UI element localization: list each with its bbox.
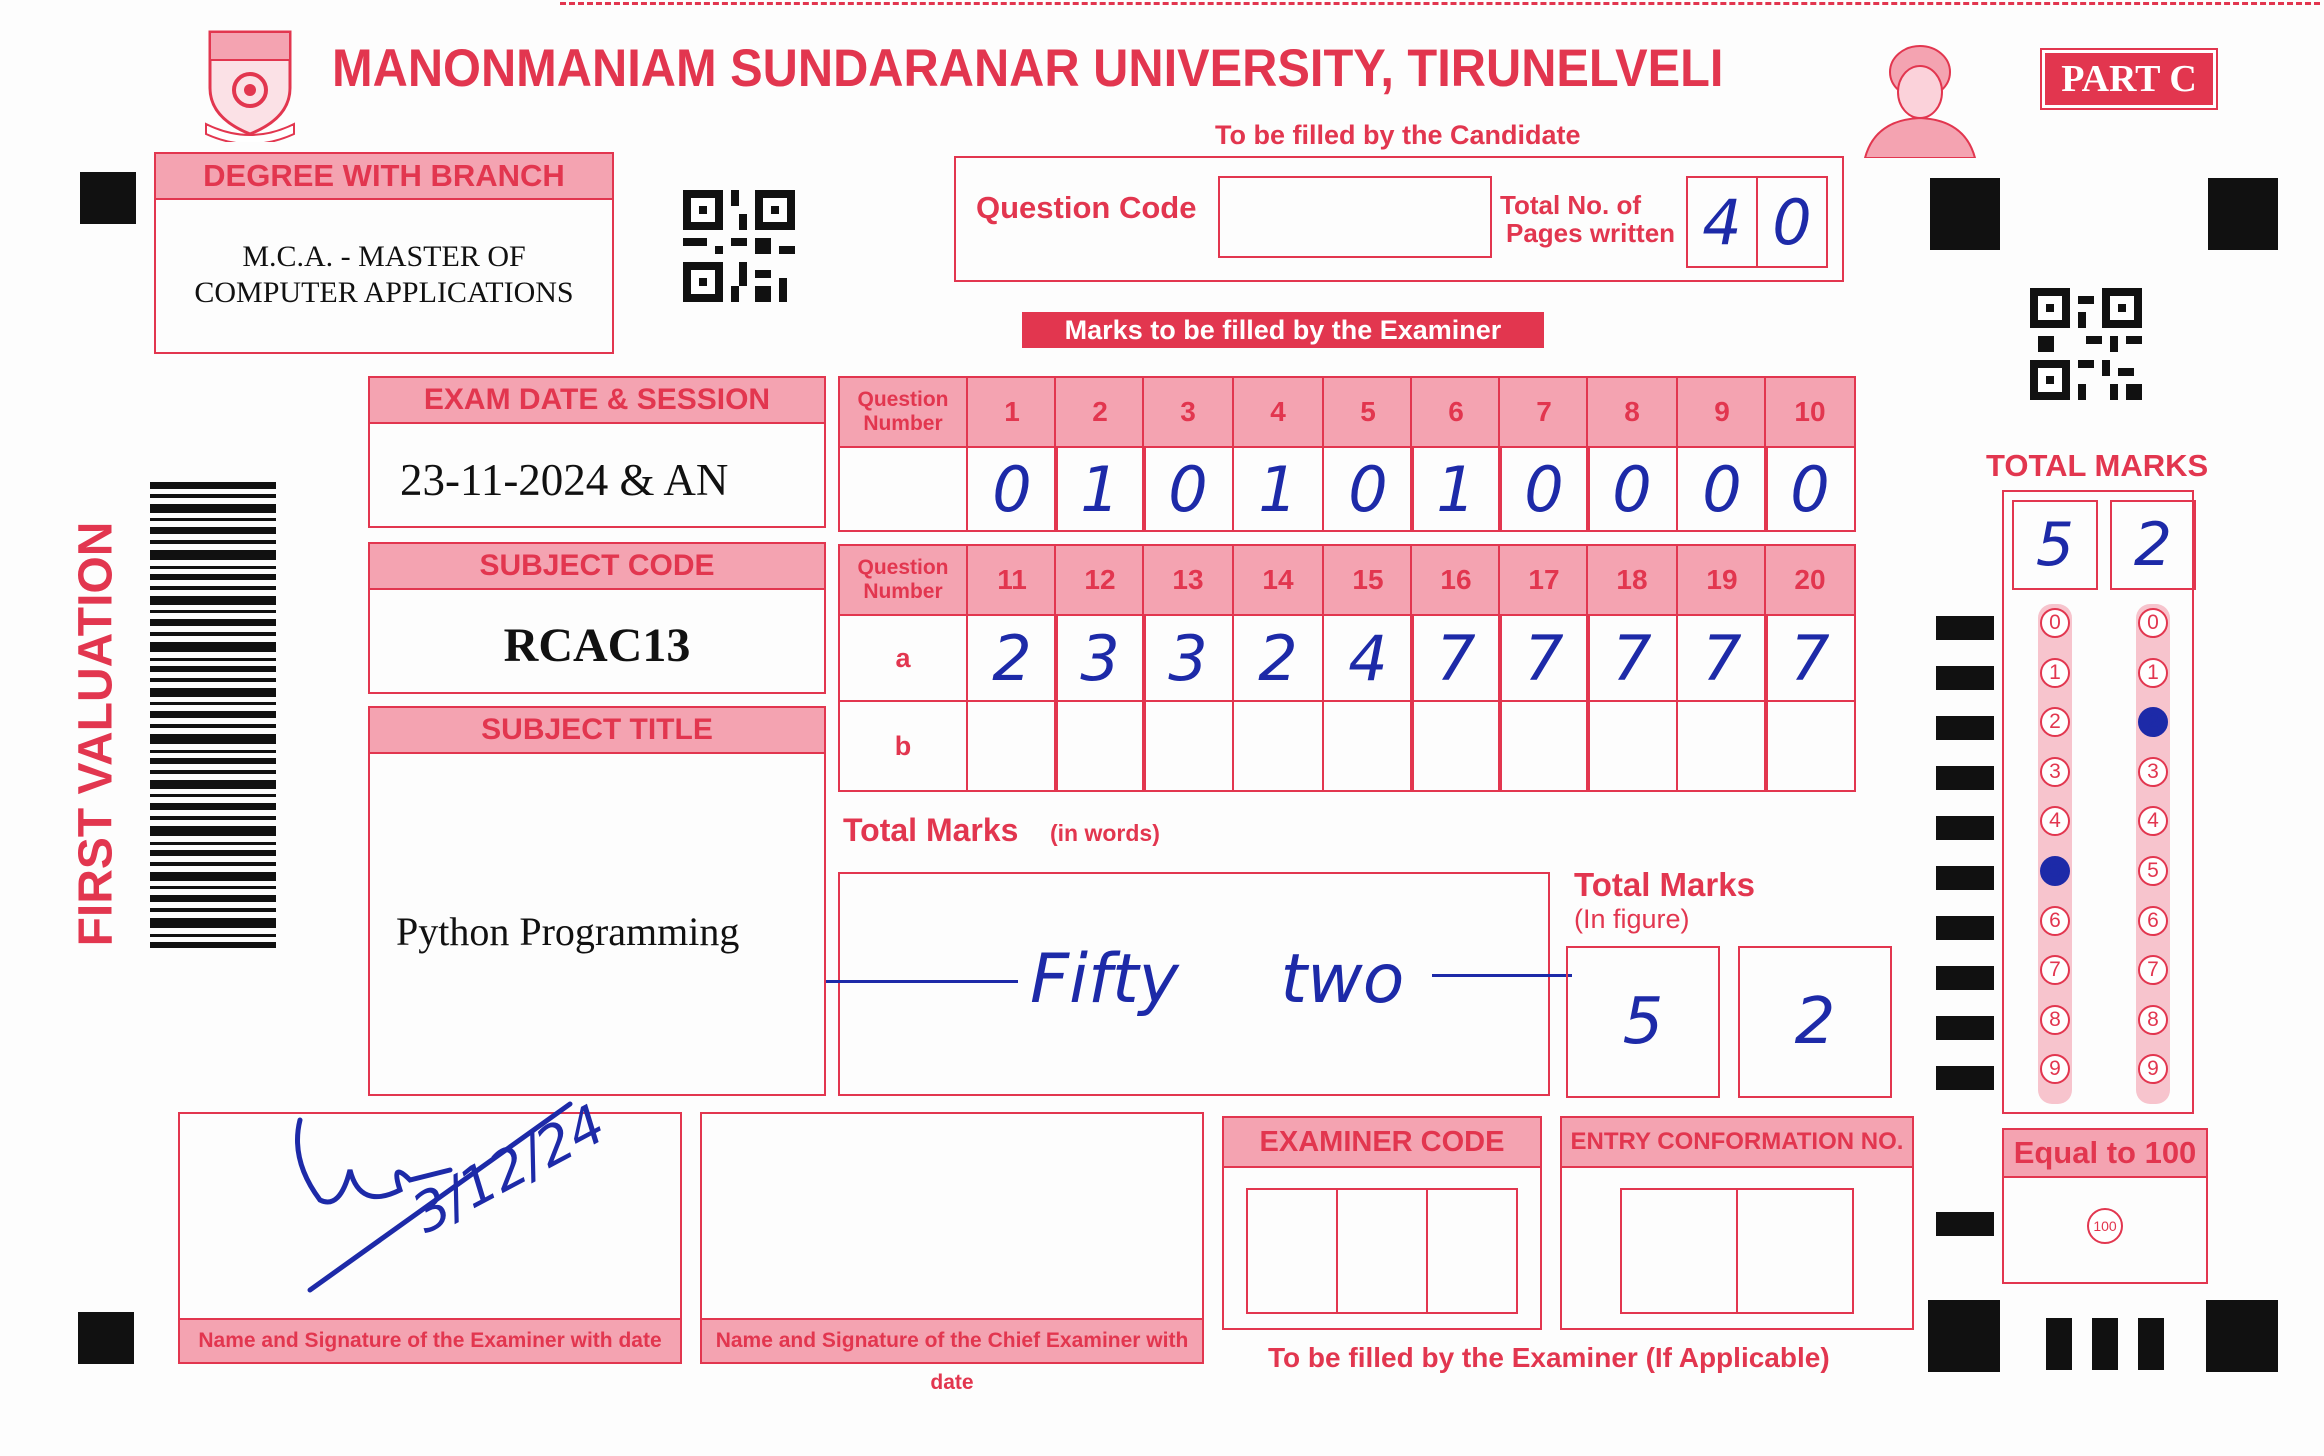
question-number-label-2: Question Number: [838, 544, 968, 616]
question-number-label: Question Number: [838, 376, 968, 448]
row-a-label: a: [838, 614, 968, 702]
omr-bubble[interactable]: 2: [2040, 707, 2070, 737]
mark-cell[interactable]: 3: [1054, 614, 1146, 702]
words-strike-line: [826, 980, 1018, 983]
timing-mark: [1936, 1212, 1994, 1236]
total-marks-omr-label: TOTAL MARKS: [1986, 448, 2209, 483]
mark-cell[interactable]: 1: [1232, 446, 1324, 532]
mark-cell[interactable]: 0: [1498, 446, 1590, 532]
question-number-cell: 18: [1586, 544, 1678, 616]
mark-cell[interactable]: [1410, 700, 1502, 792]
total-figure-sub: (In figure): [1574, 904, 1690, 934]
mark-cell[interactable]: 7: [1410, 614, 1502, 702]
question-number-cell: 20: [1764, 544, 1856, 616]
subject-code-label: SUBJECT CODE: [368, 542, 826, 590]
mark-cell[interactable]: 0: [966, 446, 1058, 532]
timing-mark: [1936, 666, 1994, 690]
mark-cell[interactable]: 7: [1676, 614, 1768, 702]
timing-mark: [1936, 966, 1994, 990]
total-words-sub: (in words): [1050, 820, 1160, 846]
question-number-cell: 4: [1232, 376, 1324, 448]
question-number-cell: 14: [1232, 544, 1324, 616]
subject-title-box: [368, 706, 826, 1096]
mark-cell[interactable]: 0: [1764, 446, 1856, 532]
omr-bubble[interactable]: 7: [2138, 955, 2168, 985]
registration-mark: [78, 1312, 134, 1364]
total-figure-digit-1[interactable]: 5: [1566, 946, 1720, 1098]
timing-mark: [1936, 1016, 1994, 1040]
omr-bubble[interactable]: 6: [2040, 906, 2070, 936]
equal-to-100-bubble[interactable]: 100: [2087, 1208, 2123, 1244]
omr-bubble[interactable]: 8: [2040, 1005, 2070, 1035]
pages-written-label2: Pages written: [1506, 218, 1676, 248]
exam-date-value: 23-11-2024 & AN: [400, 455, 729, 505]
question-number-cell: 16: [1410, 544, 1502, 616]
row1-blank-cell: [838, 446, 968, 532]
total-words-label: Total Marks: [843, 812, 1019, 848]
words-strike-line: [1432, 974, 1572, 977]
mark-cell[interactable]: [1054, 700, 1146, 792]
question-number-cell: 17: [1498, 544, 1590, 616]
omr-bubble[interactable]: 9: [2138, 1054, 2168, 1084]
total-figure-label: Total Marks: [1574, 866, 1755, 903]
registration-mark: [1928, 1300, 2000, 1372]
founder-portrait: [1855, 30, 1985, 158]
omr-bubble[interactable]: 3: [2040, 757, 2070, 787]
row-b-label: b: [838, 700, 968, 792]
exam-date-label: EXAM DATE & SESSION: [368, 376, 826, 424]
entry-conformation-label: ENTRY CONFORMATION NO.: [1560, 1116, 1914, 1168]
question-number-cell: 8: [1586, 376, 1678, 448]
omr-bubble[interactable]: 9: [2040, 1054, 2070, 1084]
registration-mark: [2206, 1300, 2278, 1372]
registration-mark: [2138, 1318, 2164, 1370]
mark-cell[interactable]: [1142, 700, 1234, 792]
part-label: PART C: [2042, 50, 2216, 108]
total-words-value[interactable]: Fifty two: [1030, 940, 1405, 1019]
question-number-cell: 6: [1410, 376, 1502, 448]
mark-cell[interactable]: 0: [1142, 446, 1234, 532]
omr-bubble[interactable]: 5: [2138, 856, 2168, 886]
pages-written-label1: Total No. of: [1500, 190, 1642, 220]
question-code-field[interactable]: [1218, 176, 1492, 258]
mark-cell[interactable]: 7: [1764, 614, 1856, 702]
degree-label: DEGREE WITH BRANCH: [154, 152, 614, 200]
examiner-code-cell-1[interactable]: [1246, 1188, 1338, 1314]
degree-line2: COMPUTER APPLICATIONS: [194, 276, 574, 309]
mark-cell[interactable]: 1: [1054, 446, 1146, 532]
omr-bubble[interactable]: 0: [2138, 608, 2168, 638]
candidate-note: To be filled by the Candidate: [1215, 120, 1581, 150]
mark-cell[interactable]: [1586, 700, 1678, 792]
registration-mark: [1930, 178, 2000, 250]
entry-conformation-cell-2[interactable]: [1736, 1188, 1854, 1314]
first-valuation-label: FIRST VALUATION: [69, 521, 123, 947]
omr-bubble[interactable]: 4: [2040, 806, 2070, 836]
subject-code-value: RCAC13: [503, 619, 691, 672]
chief-signature-label: Name and Signature of the Chief Examiner with date: [700, 1318, 1204, 1364]
question-number-cell: 11: [966, 544, 1058, 616]
timing-mark: [1936, 716, 1994, 740]
pages-digit-2[interactable]: 0: [1756, 176, 1828, 268]
mark-cell[interactable]: [1764, 700, 1856, 792]
question-code-label: Question Code: [976, 190, 1197, 225]
timing-mark: [1936, 616, 1994, 640]
mark-cell[interactable]: 4: [1322, 614, 1414, 702]
mark-cell[interactable]: 2: [966, 614, 1058, 702]
omr-digit-2[interactable]: 2: [2110, 500, 2196, 590]
omr-bubble[interactable]: 4: [2138, 806, 2168, 836]
registration-mark: [2046, 1318, 2072, 1370]
question-number-cell: 19: [1676, 544, 1768, 616]
top-dashed-border: [560, 2, 2320, 5]
qr-code: [683, 190, 795, 302]
mark-cell[interactable]: 2: [1232, 614, 1324, 702]
timing-mark: [1936, 1066, 1994, 1090]
examiner-signature-date: 3/12/24: [402, 1092, 616, 1246]
omr-bubble[interactable]: 1: [2138, 658, 2168, 688]
examiner-code-cell-2[interactable]: [1336, 1188, 1428, 1314]
question-number-cell: 10: [1764, 376, 1856, 448]
mark-cell[interactable]: 7: [1586, 614, 1678, 702]
mark-cell[interactable]: 0: [1586, 446, 1678, 532]
mark-cell[interactable]: [1322, 700, 1414, 792]
omr-bubble[interactable]: 2: [2138, 707, 2168, 737]
question-number-cell: 1: [966, 376, 1058, 448]
mark-cell[interactable]: 3: [1142, 614, 1234, 702]
question-number-cell: 12: [1054, 544, 1146, 616]
total-figure-digit-2[interactable]: 2: [1738, 946, 1892, 1098]
subject-title-value: Python Programming: [396, 909, 740, 954]
omr-bubble[interactable]: 8: [2138, 1005, 2168, 1035]
timing-mark: [1936, 766, 1994, 790]
examiner-signature-label: Name and Signature of the Examiner with date: [178, 1318, 682, 1364]
mark-cell[interactable]: [1232, 700, 1324, 792]
registration-mark: [80, 172, 136, 224]
subject-title-label: SUBJECT TITLE: [368, 706, 826, 754]
timing-mark: [1936, 816, 1994, 840]
timing-mark: [1936, 916, 1994, 940]
university-logo: [202, 26, 298, 142]
degree-line1: M.C.A. - MASTER OF: [242, 240, 526, 273]
omr-bubble[interactable]: 0: [2040, 608, 2070, 638]
mark-cell[interactable]: [1498, 700, 1590, 792]
mark-cell[interactable]: [966, 700, 1058, 792]
question-number-cell: 9: [1676, 376, 1768, 448]
omr-bubble[interactable]: 6: [2138, 906, 2168, 936]
mark-cell[interactable]: [1676, 700, 1768, 792]
footer-note: To be filled by the Examiner (If Applicable): [1268, 1342, 1830, 1373]
mark-cell[interactable]: 1: [1410, 446, 1502, 532]
omr-bubble[interactable]: 3: [2138, 757, 2168, 787]
question-number-cell: 15: [1322, 544, 1414, 616]
registration-mark: [2208, 178, 2278, 250]
university-title: MANONMANIAM SUNDARANAR UNIVERSITY, TIRUNELVELI: [332, 39, 1724, 98]
question-number-cell: 13: [1142, 544, 1234, 616]
qr-code: [2030, 288, 2142, 400]
timing-mark: [1936, 866, 1994, 890]
question-number-cell: 5: [1322, 376, 1414, 448]
entry-conformation-cell-1[interactable]: [1620, 1188, 1738, 1314]
omr-bubble[interactable]: 1: [2040, 658, 2070, 688]
pages-digit-1[interactable]: 4: [1686, 176, 1758, 268]
question-number-cell: 3: [1142, 376, 1234, 448]
question-number-cell: 7: [1498, 376, 1590, 448]
registration-mark: [2092, 1318, 2118, 1370]
omr-bubble[interactable]: 7: [2040, 955, 2070, 985]
mark-cell[interactable]: 0: [1322, 446, 1414, 532]
examiner-code-label: EXAMINER CODE: [1222, 1116, 1542, 1168]
question-number-cell: 2: [1054, 376, 1146, 448]
examiner-banner: Marks to be filled by the Examiner: [1022, 312, 1544, 348]
mark-cell[interactable]: 0: [1676, 446, 1768, 532]
omr-bubble[interactable]: 5: [2040, 856, 2070, 886]
barcode: [150, 482, 276, 950]
omr-digit-1[interactable]: 5: [2012, 500, 2098, 590]
examiner-code-cell-3[interactable]: [1426, 1188, 1518, 1314]
equal-to-100-label: Equal to 100: [2002, 1128, 2208, 1178]
mark-cell[interactable]: 7: [1498, 614, 1590, 702]
